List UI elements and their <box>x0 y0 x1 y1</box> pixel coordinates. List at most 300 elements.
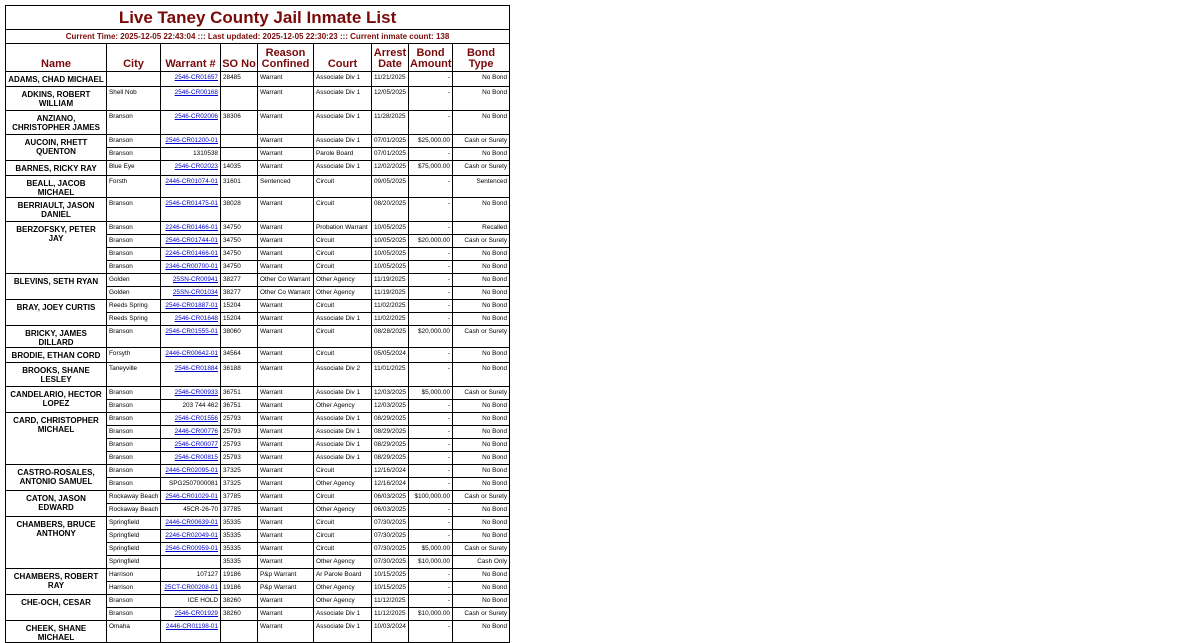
table-row <box>6 387 510 400</box>
bond-amount-cell: - <box>409 413 453 426</box>
inmate-list-page <box>5 5 509 643</box>
table-row <box>6 87 510 111</box>
inmate-name: ANZIANO, CHRISTOPHER JAMES <box>6 111 107 135</box>
bond-type-cell: Recalled <box>453 222 510 235</box>
column-header-reason: Reason Confined <box>258 44 314 72</box>
bond-amount-cell: - <box>409 426 453 439</box>
reason-confined-cell: Warrant <box>258 517 314 530</box>
so-number-cell: 19186 <box>221 569 258 582</box>
arrest-date-cell: 05/05/2024 <box>372 348 409 363</box>
warrant-link[interactable]: 2546-CR01555-01 <box>165 328 218 335</box>
city-cell: Branson <box>107 222 161 235</box>
warrant-number-cell <box>161 439 221 452</box>
court-cell: Associate Div 1 <box>314 608 372 621</box>
reason-confined-cell: Warrant <box>258 452 314 465</box>
warrant-link[interactable]: 2546-CR01648 <box>174 315 218 322</box>
bond-type-cell: Cash or Surety <box>453 135 510 148</box>
reason-confined-cell: Warrant <box>258 439 314 452</box>
inmate-name: BEALL, JACOB MICHAEL <box>6 176 107 198</box>
bond-type-cell: No Bond <box>453 313 510 326</box>
reason-confined-cell: Warrant <box>258 595 314 608</box>
bond-amount-cell: - <box>409 348 453 363</box>
status-line: Current Time: 2025-12-05 22:43:04 ::: Last updated: 2025-12-05 22:30:23 ::: Current inmate count: 138 <box>6 30 510 44</box>
court-cell: Circuit <box>314 261 372 274</box>
warrant-link[interactable]: 25SN-CR00941 <box>172 276 218 283</box>
warrant-link[interactable]: 2546-CR00168 <box>174 89 218 96</box>
inmate-name: AUCOIN, RHETT QUENTON <box>6 135 107 161</box>
table-row <box>6 72 510 87</box>
city-cell: Branson <box>107 198 161 222</box>
court-cell: Other Agency <box>314 595 372 608</box>
warrant-link[interactable]: 2546-CR01744-01 <box>165 237 218 244</box>
city-cell: Branson <box>107 465 161 478</box>
warrant-number-cell <box>161 222 221 235</box>
reason-confined-cell: Warrant <box>258 198 314 222</box>
city-cell: Branson <box>107 135 161 148</box>
bond-type-cell: No Bond <box>453 478 510 491</box>
inmate-name: BRAY, JOEY CURTIS <box>6 300 107 326</box>
inmate-name: BERZOFSKY, PETER JAY <box>6 222 107 274</box>
page-title: Live Taney County Jail Inmate List <box>6 6 510 30</box>
table-row <box>6 135 510 148</box>
reason-confined-cell: Warrant <box>258 235 314 248</box>
warrant-number-cell: 203 744 462 <box>161 400 221 413</box>
warrant-number-cell <box>161 198 221 222</box>
bond-amount-cell: - <box>409 287 453 300</box>
bond-amount-cell: - <box>409 452 453 465</box>
inmate-name: CATON, JASON EDWARD <box>6 491 107 517</box>
city-cell: Branson <box>107 426 161 439</box>
bond-amount-cell: - <box>409 400 453 413</box>
bond-amount-cell: $25,000.00 <box>409 135 453 148</box>
court-cell: Probation Warrant <box>314 222 372 235</box>
bond-type-cell: No Bond <box>453 595 510 608</box>
inmate-name: CARD, CHRISTOPHER MICHAEL <box>6 413 107 465</box>
bond-type-cell: Cash or Surety <box>453 608 510 621</box>
arrest-date-cell: 12/16/2024 <box>372 478 409 491</box>
arrest-date-cell: 11/01/2025 <box>372 363 409 387</box>
arrest-date-cell: 07/30/2025 <box>372 543 409 556</box>
warrant-number-cell <box>161 300 221 313</box>
court-cell: Circuit <box>314 491 372 504</box>
court-cell: Circuit <box>314 348 372 363</box>
warrant-number-cell <box>161 491 221 504</box>
warrant-number-cell <box>161 135 221 148</box>
warrant-link[interactable]: 2546-CR01475-01 <box>165 200 218 207</box>
table-row <box>6 111 510 135</box>
bond-amount-cell: - <box>409 176 453 198</box>
arrest-date-cell: 10/15/2025 <box>372 569 409 582</box>
bond-type-cell: Cash or Surety <box>453 326 510 348</box>
city-cell: Forsth <box>107 176 161 198</box>
reason-confined-cell: Warrant <box>258 348 314 363</box>
warrant-number-cell <box>161 517 221 530</box>
reason-confined-cell: Warrant <box>258 387 314 400</box>
bond-type-cell: No Bond <box>453 426 510 439</box>
warrant-link[interactable]: 2546-CR00933 <box>174 389 218 396</box>
warrant-number-cell <box>161 313 221 326</box>
warrant-number-cell <box>161 72 221 87</box>
warrant-number-cell <box>161 530 221 543</box>
bond-amount-cell: $10,000.00 <box>409 608 453 621</box>
inmate-name: BLEVINS, SETH RYAN <box>6 274 107 300</box>
inmate-name: BERRIAULT, JASON DANIEL <box>6 198 107 222</box>
bond-amount-cell: - <box>409 300 453 313</box>
warrant-number-cell <box>161 556 221 569</box>
arrest-date-cell: 10/15/2025 <box>372 582 409 595</box>
so-number-cell: 36751 <box>221 387 258 400</box>
table-row <box>6 621 510 643</box>
city-cell: Reeds Spring <box>107 300 161 313</box>
so-number-cell: 36188 <box>221 363 258 387</box>
bond-amount-cell: - <box>409 478 453 491</box>
bond-amount-cell: - <box>409 530 453 543</box>
city-cell: Branson <box>107 148 161 161</box>
table-row <box>6 413 510 426</box>
so-number-cell: 37785 <box>221 504 258 517</box>
warrant-number-cell: 107127 <box>161 569 221 582</box>
warrant-number-cell <box>161 426 221 439</box>
arrest-date-cell: 08/20/2025 <box>372 198 409 222</box>
court-cell: Associate Div 1 <box>314 111 372 135</box>
warrant-link[interactable]: 2246-CR01466-01 <box>165 224 218 231</box>
bond-amount-cell: - <box>409 595 453 608</box>
court-cell: Associate Div 1 <box>314 413 372 426</box>
city-cell: Reeds Spring <box>107 313 161 326</box>
inmate-name: CASTRO-ROSALES, ANTONIO SAMUEL <box>6 465 107 491</box>
so-number-cell <box>221 87 258 111</box>
city-cell: Springfield <box>107 556 161 569</box>
arrest-date-cell: 08/29/2025 <box>372 413 409 426</box>
city-cell: Harrison <box>107 569 161 582</box>
court-cell: Ar Parole Board <box>314 569 372 582</box>
so-number-cell: 37785 <box>221 491 258 504</box>
column-header-name: Name <box>6 44 107 72</box>
bond-type-cell: No Bond <box>453 87 510 111</box>
bond-amount-cell: - <box>409 517 453 530</box>
table-row <box>6 595 510 608</box>
bond-type-cell: No Bond <box>453 248 510 261</box>
table-row <box>6 198 510 222</box>
city-cell: Branson <box>107 400 161 413</box>
bond-type-cell: No Bond <box>453 72 510 87</box>
column-header-arrest-date: Arrest Date <box>372 44 409 72</box>
warrant-link[interactable]: 25CT-CR00208-01 <box>164 584 218 591</box>
reason-confined-cell: Warrant <box>258 465 314 478</box>
bond-type-cell: No Bond <box>453 621 510 643</box>
court-cell: Associate Div 1 <box>314 387 372 400</box>
warrant-link[interactable]: 2446-CR00639-01 <box>165 519 218 526</box>
city-cell: Rockaway Beach <box>107 504 161 517</box>
table-row <box>6 517 510 530</box>
bond-type-cell: No Bond <box>453 111 510 135</box>
reason-confined-cell: Warrant <box>258 621 314 643</box>
bond-amount-cell: - <box>409 621 453 643</box>
inmate-table <box>5 5 510 643</box>
warrant-number-cell: 45CR-26-70 <box>161 504 221 517</box>
table-row <box>6 222 510 235</box>
court-cell: Associate Div 1 <box>314 426 372 439</box>
bond-amount-cell: - <box>409 111 453 135</box>
so-number-cell: 14035 <box>221 161 258 176</box>
bond-amount-cell: - <box>409 504 453 517</box>
warrant-link[interactable]: 2546-CR00077 <box>174 441 218 448</box>
so-number-cell: 34750 <box>221 222 258 235</box>
warrant-number-cell <box>161 465 221 478</box>
so-number-cell <box>221 148 258 161</box>
arrest-date-cell: 07/01/2025 <box>372 135 409 148</box>
arrest-date-cell: 07/30/2025 <box>372 530 409 543</box>
court-cell: Associate Div 1 <box>314 439 372 452</box>
warrant-link[interactable]: 25SN-CR01034 <box>172 289 218 296</box>
bond-amount-cell: $100,000.00 <box>409 491 453 504</box>
reason-confined-cell: Warrant <box>258 111 314 135</box>
reason-confined-cell: Warrant <box>258 161 314 176</box>
table-row <box>6 465 510 478</box>
arrest-date-cell: 08/29/2025 <box>372 452 409 465</box>
city-cell: Branson <box>107 452 161 465</box>
court-cell: Other Agency <box>314 504 372 517</box>
reason-confined-cell: Warrant <box>258 326 314 348</box>
warrant-number-cell <box>161 582 221 595</box>
warrant-link[interactable]: 2446-CR01198-01 <box>165 623 218 630</box>
bond-amount-cell: - <box>409 439 453 452</box>
inmate-name: BROOKS, SHANE LESLEY <box>6 363 107 387</box>
arrest-date-cell: 12/16/2024 <box>372 465 409 478</box>
column-header-bond-type: Bond Type <box>453 44 510 72</box>
inmate-name: CHAMBERS, ROBERT RAY <box>6 569 107 595</box>
warrant-number-cell <box>161 621 221 643</box>
bond-amount-cell: $5,000.00 <box>409 387 453 400</box>
inmate-name: BRODIE, ETHAN CORD <box>6 348 107 363</box>
bond-amount-cell: - <box>409 248 453 261</box>
bond-type-cell: No Bond <box>453 198 510 222</box>
city-cell: Branson <box>107 326 161 348</box>
table-row <box>6 274 510 287</box>
warrant-number-cell: SPG2507000081 <box>161 478 221 491</box>
arrest-date-cell: 12/03/2025 <box>372 387 409 400</box>
warrant-link[interactable]: 2446-CR01074-01 <box>165 178 218 185</box>
court-cell: Circuit <box>314 543 372 556</box>
court-cell: Circuit <box>314 465 372 478</box>
warrant-number-cell <box>161 274 221 287</box>
warrant-link[interactable]: 2346-CR00700-01 <box>165 263 218 270</box>
warrant-link[interactable]: 2546-CR01887-01 <box>165 302 218 309</box>
bond-amount-cell: - <box>409 87 453 111</box>
warrant-number-cell <box>161 413 221 426</box>
bond-type-cell: No Bond <box>453 439 510 452</box>
arrest-date-cell: 06/03/2025 <box>372 504 409 517</box>
inmate-name: BARNES, RICKY RAY <box>6 161 107 176</box>
bond-amount-cell: $10,000.00 <box>409 556 453 569</box>
so-number-cell: 19186 <box>221 582 258 595</box>
arrest-date-cell: 07/30/2025 <box>372 556 409 569</box>
court-cell: Associate Div 1 <box>314 313 372 326</box>
warrant-link[interactable]: 2246-CR01466-01 <box>165 250 218 257</box>
arrest-date-cell: 09/05/2025 <box>372 176 409 198</box>
bond-type-cell: No Bond <box>453 504 510 517</box>
warrant-link[interactable]: 2546-CR01884 <box>174 365 218 372</box>
court-cell: Associate Div 1 <box>314 72 372 87</box>
warrant-link[interactable]: 2446-CR02095-01 <box>165 467 218 474</box>
court-cell: Other Agency <box>314 400 372 413</box>
so-number-cell: 31601 <box>221 176 258 198</box>
warrant-number-cell <box>161 235 221 248</box>
bond-type-cell: No Bond <box>453 274 510 287</box>
warrant-number-cell <box>161 261 221 274</box>
table-row <box>6 326 510 348</box>
so-number-cell: 38260 <box>221 595 258 608</box>
inmate-name: BRICKY, JAMES DILLARD <box>6 326 107 348</box>
court-cell: Circuit <box>314 198 372 222</box>
warrant-link[interactable]: 2546-CR01029-01 <box>165 493 218 500</box>
arrest-date-cell: 08/29/2025 <box>372 426 409 439</box>
column-header-warrant: Warrant # <box>161 44 221 72</box>
warrant-link[interactable]: 2546-CR01200-01 <box>165 137 218 144</box>
so-number-cell: 34750 <box>221 248 258 261</box>
so-number-cell: 34564 <box>221 348 258 363</box>
arrest-date-cell: 11/19/2025 <box>372 287 409 300</box>
so-number-cell <box>221 621 258 643</box>
reason-confined-cell: Warrant <box>258 400 314 413</box>
city-cell: Branson <box>107 261 161 274</box>
warrant-number-cell <box>161 111 221 135</box>
bond-amount-cell: $5,000.00 <box>409 543 453 556</box>
arrest-date-cell: 11/21/2025 <box>372 72 409 87</box>
warrant-link[interactable]: 2546-CR02006 <box>174 113 218 120</box>
so-number-cell: 38060 <box>221 326 258 348</box>
warrant-link[interactable]: 2446-CR00776 <box>174 428 218 435</box>
arrest-date-cell: 10/05/2025 <box>372 222 409 235</box>
bond-type-cell: No Bond <box>453 400 510 413</box>
arrest-date-cell: 12/03/2025 <box>372 400 409 413</box>
court-cell: Circuit <box>314 248 372 261</box>
reason-confined-cell: Warrant <box>258 608 314 621</box>
court-cell: Other Agency <box>314 556 372 569</box>
city-cell: Branson <box>107 608 161 621</box>
arrest-date-cell: 11/02/2025 <box>372 313 409 326</box>
so-number-cell: 34750 <box>221 235 258 248</box>
so-number-cell: 38277 <box>221 287 258 300</box>
inmate-name: ADAMS, CHAD MICHAEL <box>6 72 107 87</box>
warrant-number-cell <box>161 326 221 348</box>
city-cell: Springfield <box>107 517 161 530</box>
city-cell: Springfield <box>107 530 161 543</box>
reason-confined-cell: Warrant <box>258 222 314 235</box>
inmate-name: CHE-OCH, CESAR <box>6 595 107 621</box>
arrest-date-cell: 10/05/2025 <box>372 235 409 248</box>
bond-type-cell: Sentenced <box>453 176 510 198</box>
reason-confined-cell: Warrant <box>258 313 314 326</box>
court-cell: Circuit <box>314 517 372 530</box>
so-number-cell: 38260 <box>221 608 258 621</box>
so-number-cell: 25793 <box>221 452 258 465</box>
column-header-court: Court <box>314 44 372 72</box>
bond-type-cell: No Bond <box>453 530 510 543</box>
court-cell: Circuit <box>314 530 372 543</box>
reason-confined-cell: Warrant <box>258 87 314 111</box>
table-row <box>6 491 510 504</box>
warrant-link[interactable]: 2546-CR01556 <box>174 415 218 422</box>
so-number-cell: 35335 <box>221 556 258 569</box>
table-row <box>6 176 510 198</box>
bond-type-cell: No Bond <box>453 413 510 426</box>
city-cell: Branson <box>107 413 161 426</box>
column-header-city: City <box>107 44 161 72</box>
reason-confined-cell: Other Co Warrant <box>258 274 314 287</box>
inmate-name: CHEEK, SHANE MICHAEL <box>6 621 107 643</box>
bond-type-cell: No Bond <box>453 517 510 530</box>
table-row <box>6 348 510 363</box>
bond-type-cell: No Bond <box>453 582 510 595</box>
so-number-cell: 35335 <box>221 543 258 556</box>
arrest-date-cell: 12/02/2025 <box>372 161 409 176</box>
city-cell: Blue Eye <box>107 161 161 176</box>
warrant-link[interactable]: 2546-CR00815 <box>174 454 218 461</box>
warrant-link[interactable]: 2246-CR02049-01 <box>165 532 218 539</box>
court-cell: Parole Board <box>314 148 372 161</box>
bond-type-cell: Cash or Surety <box>453 387 510 400</box>
bond-amount-cell: $75,000.00 <box>409 161 453 176</box>
bond-type-cell: No Bond <box>453 452 510 465</box>
city-cell: Springfield <box>107 543 161 556</box>
warrant-number-cell <box>161 387 221 400</box>
court-cell: Other Agency <box>314 582 372 595</box>
reason-confined-cell: Other Co Warrant <box>258 287 314 300</box>
arrest-date-cell: 08/28/2025 <box>372 326 409 348</box>
reason-confined-cell: Sentenced <box>258 176 314 198</box>
reason-confined-cell: Warrant <box>258 135 314 148</box>
bond-type-cell: No Bond <box>453 569 510 582</box>
so-number-cell: 37325 <box>221 478 258 491</box>
city-cell: Branson <box>107 248 161 261</box>
city-cell: Omaha <box>107 621 161 643</box>
inmate-rows <box>6 72 510 643</box>
court-cell: Other Agency <box>314 478 372 491</box>
inmate-name: ADKINS, ROBERT WILLIAM <box>6 87 107 111</box>
arrest-date-cell: 07/30/2025 <box>372 517 409 530</box>
warrant-link[interactable]: 2546-CR00959-01 <box>165 545 218 552</box>
so-number-cell: 37325 <box>221 465 258 478</box>
warrant-link[interactable]: 2546-CR01657 <box>174 74 218 81</box>
reason-confined-cell: Warrant <box>258 504 314 517</box>
bond-amount-cell: - <box>409 261 453 274</box>
court-cell: Circuit <box>314 176 372 198</box>
reason-confined-cell: P&p Warrant <box>258 582 314 595</box>
bond-amount-cell: - <box>409 363 453 387</box>
arrest-date-cell: 11/12/2025 <box>372 608 409 621</box>
bond-amount-cell: $20,000.00 <box>409 235 453 248</box>
so-number-cell: 38277 <box>221 274 258 287</box>
arrest-date-cell: 11/02/2025 <box>372 300 409 313</box>
warrant-number-cell <box>161 348 221 363</box>
court-cell: Other Agency <box>314 274 372 287</box>
warrant-number-cell <box>161 608 221 621</box>
bond-type-cell: Cash or Surety <box>453 161 510 176</box>
arrest-date-cell: 11/28/2025 <box>372 111 409 135</box>
bond-amount-cell: - <box>409 72 453 87</box>
city-cell: Shell Nob <box>107 87 161 111</box>
warrant-number-cell <box>161 363 221 387</box>
warrant-link[interactable]: 2446-CR00642-01 <box>165 350 218 357</box>
warrant-link[interactable]: 2546-CR02023 <box>174 163 218 170</box>
city-cell: Branson <box>107 595 161 608</box>
so-number-cell: 15204 <box>221 313 258 326</box>
warrant-link[interactable]: 2546-CR01929 <box>174 610 218 617</box>
so-number-cell: 38028 <box>221 198 258 222</box>
reason-confined-cell: Warrant <box>258 300 314 313</box>
city-cell: Branson <box>107 235 161 248</box>
